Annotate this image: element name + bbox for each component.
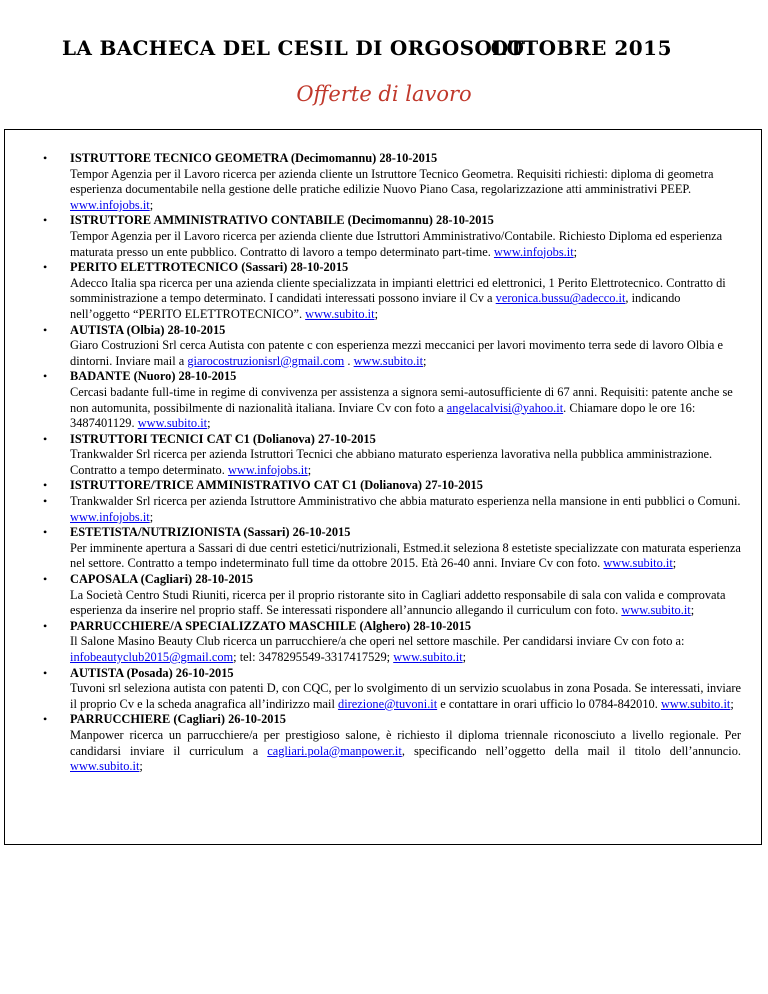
bulletin-date: OTTOBRE 2015 (490, 36, 672, 60)
job-text-end: ; (149, 197, 154, 212)
job-description (70, 276, 741, 323)
job-text: Adecco Italia spa ricerca per una azienda cliente specializzata in impianti elettrici ed elettronici, 1 Perito Elettrotecnico. Contratto di somministrazione a tempo determinato. I candidati interessati possono inviare il Cv a (70, 275, 726, 306)
job-listing (5, 432, 763, 479)
job-text: Tuvoni srl seleziona autista con patenti D, con CQC, per lo svolgimento di un servizio scuolabus in zona Posada. Se interessati, inviare il proprio Cv e la scheda anagrafica all’indirizzo mail (70, 681, 741, 711)
job-title: • CAPOSALA (Cagliari) 28-10-2015 (70, 572, 254, 587)
job-listing (5, 666, 763, 713)
job-text: Giaro Costruzioni Srl cerca Autista con patente c con esperienza mezzi meccanici per lavori movimento terra sede di lavoro Olbia e dintorni. Inviare mail a (70, 338, 724, 368)
job-listing (5, 260, 763, 322)
job-text-end: ; (207, 416, 211, 431)
job-description (70, 588, 741, 619)
job-text: Manpower ricerca un parrucchiere/a per prestigioso salone, è richiesto il diploma triennale riconosciuto a livello regionale. Per candidarsi inviare il curriculum a (70, 727, 741, 758)
job-text: Tempor Agenzia per il Lavoro ricerca per azienda cliente due Istruttori Amministrativo/Contabile. Richiesto Diploma ed esperienza maturata presso un ente pubblico. Contratto di lavoro a tempo determinato part-time. (70, 228, 723, 259)
job-link[interactable]: www.infojobs.it (70, 197, 150, 212)
job-text: Tempor Agenzia per il Lavoro ricerca per azienda cliente un Istruttore Tecnico Geometra. Requisiti richiesti: diploma di geometra esperienza documentabile nella gestione delle pratiche edilizie Nuovo Piano Casa, regolarizzazione atti amministrativi PEEP. (70, 166, 714, 197)
job-link[interactable]: www.subito.it (137, 416, 208, 431)
job-listing (5, 323, 763, 370)
job-listing (5, 213, 763, 260)
job-title: • ISTRUTTORE TECNICO GEOMETRA (Decimomannu) 28-10-2015 (70, 151, 438, 165)
job-description (70, 634, 741, 665)
job-text-end: ; (690, 603, 695, 618)
job-text-middle: ; tel: 3478295549-3317417529; (233, 650, 394, 664)
job-description (70, 541, 741, 572)
job-text-end: ; (672, 556, 677, 571)
job-description (70, 681, 741, 712)
job-listing (5, 619, 763, 666)
job-link[interactable]: www.subito.it (660, 696, 731, 711)
job-listing (5, 572, 763, 619)
job-title: • ISTRUTTORE AMMINISTRATIVO CONTABILE (Decimomannu) 28-10-2015 (70, 213, 494, 228)
job-link[interactable]: www.subito.it (70, 759, 140, 774)
section-subtitle: Offerte di lavoro (296, 82, 472, 106)
job-email-link[interactable]: veronica.bussu@adecco.it (495, 291, 626, 306)
job-listing (5, 525, 763, 572)
job-description (70, 728, 741, 775)
job-listing (5, 478, 763, 494)
job-listing (5, 369, 763, 431)
job-text-end: ; (730, 696, 734, 711)
job-listing (5, 494, 763, 525)
job-text-end: ; (149, 509, 154, 524)
job-title: • BADANTE (Nuoro) 28-10-2015 (70, 369, 237, 384)
job-title: • AUTISTA (Posada) 26-10-2015 (70, 665, 234, 680)
job-text-middle: , specificando nell’oggetto della mail il titolo dell’annuncio. (401, 743, 741, 758)
job-title: • PARRUCCHIERE/A SPECIALIZZATO MASCHILE (Alghero) 28-10-2015 (70, 618, 472, 633)
job-email-link[interactable]: direzione@tuvoni.it (338, 696, 438, 711)
job-text-end: ; (462, 650, 467, 664)
job-link[interactable]: www.subito.it (305, 306, 375, 321)
job-link[interactable]: www.subito.it (603, 556, 673, 571)
job-description (70, 447, 741, 478)
job-text: Per imminente apertura a Sassari di due centri estetici/nutrizionali, Estmed.it seleziona 8 estetiste specializzate con maturata esperienza nel settore. Contratto a tempo indeterminato full time da ottobre 2015. Età 26-40 anni. Inviare Cv con foto. (70, 540, 741, 571)
job-email-link[interactable]: infobeautyclub2015@gmail.com (70, 650, 234, 664)
job-description (70, 494, 741, 525)
page-header (0, 36, 768, 76)
job-email-link[interactable]: angelacalvisi@yahoo.it (446, 400, 564, 415)
job-link[interactable]: www.infojobs.it (227, 462, 308, 477)
job-email-link[interactable]: cagliari.pola@manpower.it (267, 743, 402, 758)
job-description (70, 167, 741, 214)
job-listing (5, 151, 763, 213)
job-text: Trankwalder Srl ricerca per azienda Istruttori Tecnici che abbiano maturato esperienza lavorativa nella pubblica amministrazione. Contratto a tempo determinato. (70, 447, 713, 477)
job-text: Il Salone Masino Beauty Club ricerca un parrucchiere/a che operi nel settore maschile. Per candidarsi inviare Cv con foto a: (70, 634, 685, 649)
job-listing (5, 712, 763, 774)
job-text: Trankwalder Srl ricerca per azienda Istruttore Amministrativo che abbia maturato esperienza nella mansione in enti pubblici o Comuni. (70, 494, 741, 509)
job-title: • ESTETISTA/NUTRIZIONISTA (Sassari) 26-10-2015 (70, 525, 351, 540)
job-description (70, 385, 741, 432)
job-title: • AUTISTA (Olbia) 28-10-2015 (70, 322, 226, 337)
bulletin-title: LA BACHECA DEL CESIL DI ORGOSOLO (62, 36, 525, 60)
job-listings (5, 151, 763, 775)
job-email-link[interactable]: giarocostruzionisrl@gmail.com (187, 353, 345, 368)
job-text-end: ; (307, 462, 312, 477)
job-text: Cercasi badante full-time in regime di convivenza per assistenza a signora semi-autosufficiente di 67 anni. Requisiti: patente anche se non automunita, possibilmente di nazionalità italiana. Inviare Cv con foto a (70, 384, 733, 415)
job-title: • PERITO ELETTROTECNICO (Sassari) 28-10-2015 (70, 260, 349, 275)
job-text-middle: , indicando nell’oggetto “PERITO ELETTROTECNICO”. (70, 291, 681, 321)
job-link[interactable]: www.infojobs.it (493, 244, 574, 259)
job-text-end: ; (423, 353, 427, 368)
job-title: • PARRUCCHIERE (Cagliari) 26-10-2015 (70, 712, 286, 727)
job-link[interactable]: www.subito.it (393, 650, 463, 664)
job-text: La Società Centro Studi Riuniti, ricerca per il proprio ristorante sito in Cagliari addetto responsabile di sala con valida e comprovata esperienza da inserire nel proprio staff. Se interessati rispondere all’annuncio allegando il curriculum con foto. (70, 587, 726, 618)
job-description (70, 338, 741, 369)
job-text-middle: . Chiamare dopo le ore 16: 3487401129. (70, 400, 696, 431)
job-text-end: ; (374, 306, 379, 321)
job-title: • ISTRUTTORI TECNICI CAT C1 (Dolianova) 27-10-2015 (70, 431, 376, 446)
listings-box (4, 129, 762, 845)
job-title: • ISTRUTTORE/TRICE AMMINISTRATIVO CAT C1 (Dolianova) 27-10-2015 (70, 478, 483, 493)
job-link[interactable]: www.subito.it (621, 603, 691, 618)
job-link[interactable]: www.subito.it (353, 353, 424, 368)
job-text-middle: . (344, 353, 354, 368)
job-text-end: ; (139, 759, 143, 774)
job-description (70, 229, 741, 260)
job-text-end: ; (573, 244, 578, 259)
job-text-middle: e contattare in orari ufficio lo 0784-842010. (437, 696, 661, 711)
job-link[interactable]: www.infojobs.it (70, 509, 150, 524)
